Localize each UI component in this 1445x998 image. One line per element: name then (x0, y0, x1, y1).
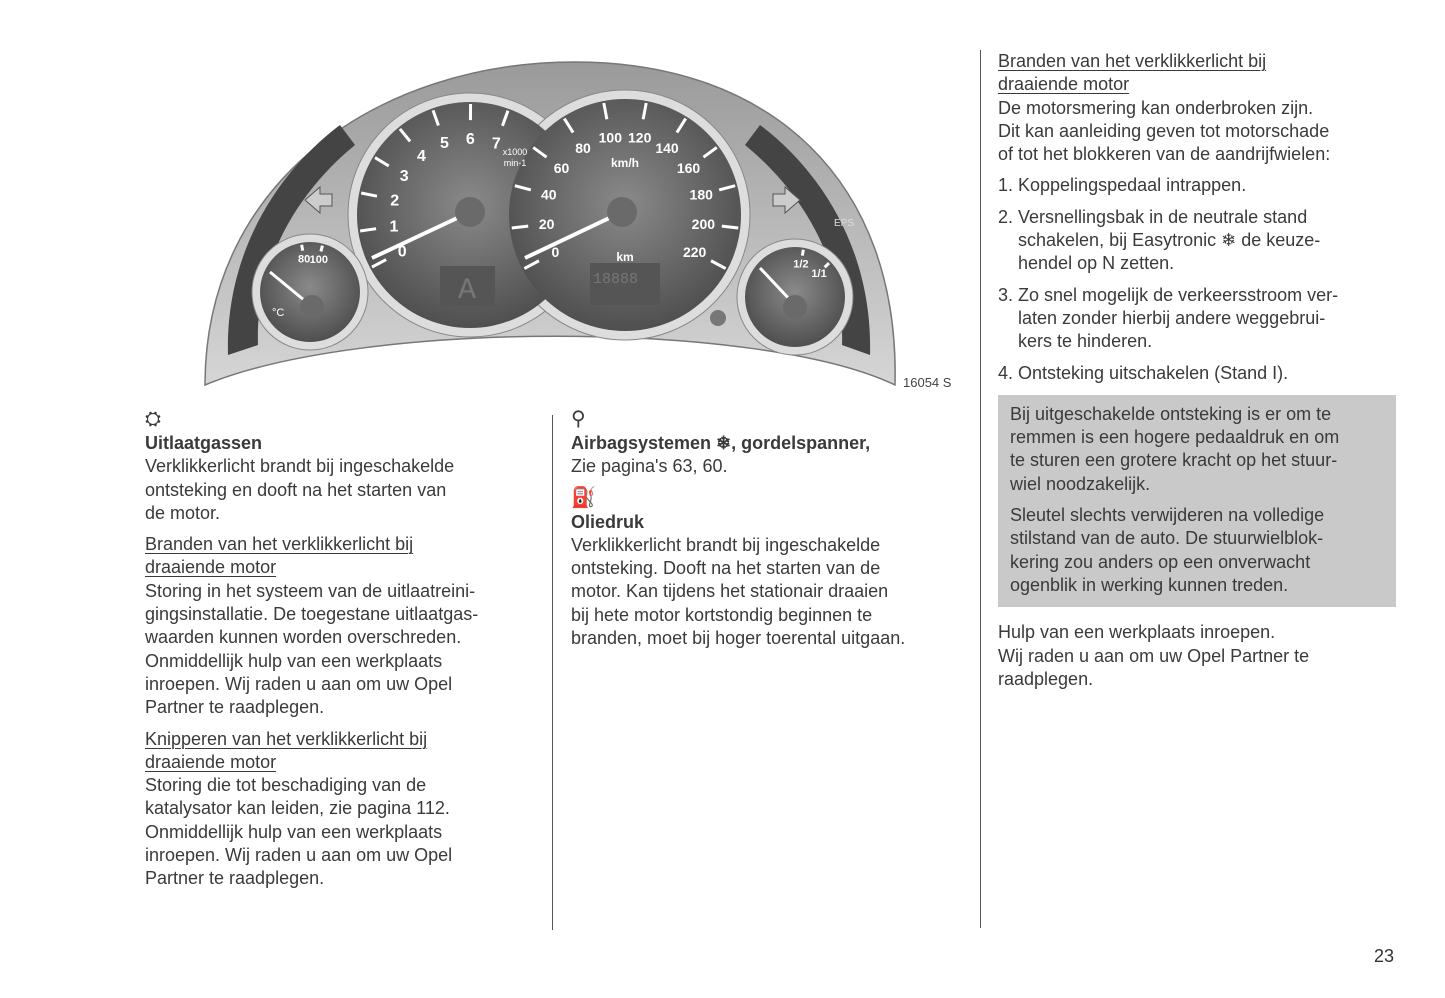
eps-label: EPS (834, 218, 855, 229)
speedometer-label: 100 (598, 129, 622, 146)
gear-display-text: A (458, 274, 477, 308)
speedometer-label: 120 (628, 129, 652, 146)
temp-unit: °C (272, 307, 285, 319)
section1-text: Storing in het systeem van de uitlaatreini- gingsinstallatie. De toegestane uitlaatgas- waarden kunnen worden overschreden. Onmiddellijk hulp van een werkplaats inroepen. Wij raden u aan om uw Opel Partner te raadplegen. (145, 580, 479, 718)
section2-title: Knipperen van het verklikkerlicht bij draaiende motor (145, 728, 428, 772)
step-3: 3. Zo snel mogelijk de verkeersstroom ver- laten zonder hierbij andere weggebrui- kers te hinderen. (998, 284, 1339, 352)
tachometer-label: 5 (439, 135, 449, 153)
tachometer-label: 0 (397, 243, 407, 261)
tachometer-label: 7 (491, 135, 501, 153)
fuel-label: 1/1 (811, 267, 827, 280)
note-2: Sleutel slechts verwijderen na volledige stilstand van de auto. De stuurwielblok- kering zou anders op een onverwacht ogenblik in werking kunnen treden. (1010, 505, 1325, 595)
column-divider (552, 415, 553, 930)
column-divider (980, 50, 981, 928)
step-2: 2. Versnellingsbak in de neutrale stand schakelen, bij Easytronic ❄ de keuze- hendel op N zetten. (998, 206, 1321, 274)
section1-title: Branden van het verklikkerlicht bij draaiende motor (145, 534, 414, 578)
temperature-label: 100 (309, 254, 328, 267)
temperature-tick (321, 246, 323, 252)
middle-column (571, 408, 966, 650)
airbag-text: Zie pagina's 63, 60. (571, 456, 728, 477)
note-1: Bij uitgeschakelde ontsteking is er om te remmen is een hogere pedaaldruk en om te sturen een grotere kracht op het stuur- wiel noodzakelijk. (1010, 403, 1340, 494)
tacho-unit-2: min-1 (503, 158, 527, 168)
speedometer-label: 140 (655, 140, 679, 157)
oil-heading: Oliedruk (571, 511, 645, 532)
right-column (998, 50, 1396, 691)
odo-unit: km (616, 250, 634, 264)
figure-id: 16054 S (903, 375, 952, 390)
speedometer-label: 60 (553, 160, 570, 177)
tachometer-label: 3 (399, 167, 409, 185)
speedometer-label: 80 (575, 140, 591, 157)
warning-note (998, 395, 1396, 607)
exhaust-intro: Verklikkerlicht brandt bij ingeschakelde ontsteking en dooft na het starten van de motor. (145, 456, 455, 523)
airbag-icon: ⚲ (571, 408, 586, 430)
oil-pressure-icon: ⛽ (571, 486, 596, 509)
speedometer-label: 20 (538, 215, 555, 232)
speedometer-label: 220 (682, 243, 707, 260)
tachometer-label: 6 (465, 130, 475, 148)
page-number: 23 (1374, 946, 1395, 966)
engine-check-icon: ⛭ (145, 408, 161, 430)
airbag-heading: Airbagsystemen ❄, gordelspanner, (571, 433, 871, 453)
speedometer-tick (512, 226, 528, 228)
speedometer-label: 0 (551, 243, 560, 260)
odometer-text: 18888 (593, 271, 639, 288)
step-4: 4. Ontsteking uitschakelen (Stand I). (998, 362, 1289, 383)
right-outro: Hulp van een werkplaats inroepen. Wij raden u aan om uw Opel Partner te raadplegen. (998, 622, 1310, 689)
right-title: Branden van het verklikkerlicht bij draaiende motor (998, 51, 1267, 95)
tachometer-label: 1 (389, 218, 399, 236)
fuel-tick (802, 250, 803, 256)
step-1: 1. Koppelingspedaal intrappen. (998, 175, 1247, 196)
speedometer-label: 40 (540, 186, 557, 203)
temperature-tick (302, 245, 303, 251)
right-intro: De motorsmering kan onderbroken zijn. Dit kan aanleiding geven tot motorschade of tot het blokkeren van de aandrijfwielen: (998, 97, 1331, 165)
speedometer-label: 180 (689, 186, 713, 203)
section2-text: Storing die tot beschadiging van de katalysator kan leiden, zie pagina 112. Onmiddellijk hulp van een werkplaats inroepen. Wij raden u aan om uw Opel Partner te raadplegen. (145, 775, 453, 889)
speedometer-label: 160 (676, 160, 701, 177)
tacho-unit-1: x1000 (502, 147, 528, 157)
speedometer-label: 200 (691, 215, 716, 232)
speedometer-tick (722, 226, 738, 228)
indicator-light (710, 310, 726, 326)
tachometer-label: 2 (390, 192, 400, 210)
temperature-label: 80 (297, 253, 311, 266)
oil-text: Verklikkerlicht brandt bij ingeschakelde ontsteking. Dooft na het starten van de motor. Kan tijdens het stationair draaien bij hete motor kortstondig beginnen te branden, moet bij hoger toerental uitgaan. (571, 534, 906, 649)
tachometer-label: 4 (417, 148, 426, 166)
left-column (145, 408, 535, 891)
fuel-label: 1/2 (793, 258, 809, 271)
exhaust-heading: Uitlaatgassen (145, 433, 263, 453)
speedo-unit: km/h (610, 156, 640, 170)
